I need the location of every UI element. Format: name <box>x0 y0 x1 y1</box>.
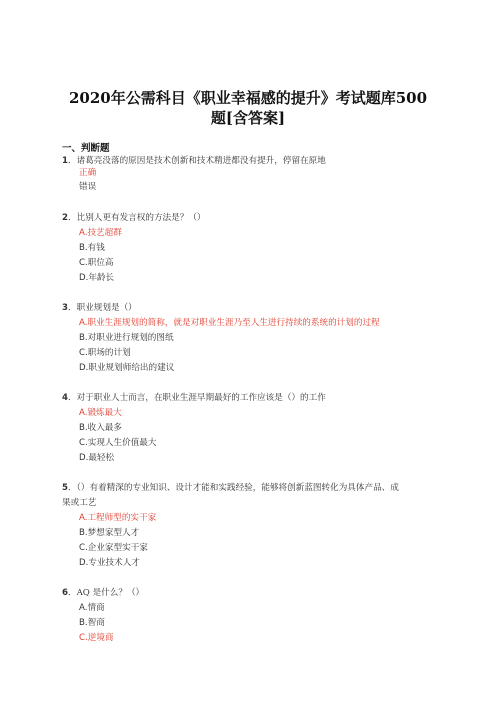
question-number: 6 <box>62 588 68 598</box>
question-number: 3 <box>62 303 68 313</box>
question-6: 6．AQ 是什么？（） <box>62 588 145 598</box>
section-heading: 一、判断题 <box>62 143 110 154</box>
question-number: 5 <box>62 483 68 493</box>
option: B.有钱 <box>79 243 105 253</box>
option: D.专业技术人才 <box>79 558 140 568</box>
option: 错误 <box>79 182 97 192</box>
option-correct: A.技艺超群 <box>79 228 122 238</box>
question-text-continued: 果或工艺 <box>62 498 97 508</box>
option-correct: A.锻炼最大 <box>79 408 122 418</box>
question-3: 3．职业规划是（） <box>62 303 137 313</box>
option: C.职场的计划 <box>79 348 131 358</box>
option: D.职业规划师给出的建议 <box>79 363 175 373</box>
question-2: 2．比别人更有发言权的方法是？（） <box>62 213 206 223</box>
option-correct: A.职业生涯规划的简称，就是对职业生涯乃至人生进行持续的系统的计划的过程 <box>79 318 380 328</box>
option: C.企业家型实干家 <box>79 543 148 553</box>
option: B.梦想家型人才 <box>79 528 140 538</box>
title-line-2: 题[含答案] <box>210 109 286 127</box>
option: D.最轻松 <box>79 453 115 463</box>
option: A.情商 <box>79 603 105 613</box>
question-number: 4 <box>62 393 68 403</box>
option-correct: A.工程师型的实干家 <box>79 513 157 523</box>
question-text: （）有着精深的专业知识、设计才能和实践经验，能够将创新蓝图转化为具体产品、成 <box>76 483 399 493</box>
question-4: 4．对于职业人士而言，在职业生涯早期最好的工作应该是（）的工作 <box>62 393 326 403</box>
question-text: 职业规划是（） <box>76 303 137 313</box>
option: C.职位高 <box>79 258 114 268</box>
question-text: 对于职业人士而言，在职业生涯早期最好的工作应该是（）的工作 <box>76 393 326 403</box>
title-line-1: 2020年公需科目《职业幸福感的提升》考试题库500 <box>68 89 428 107</box>
option-correct: 正确 <box>79 168 97 178</box>
question-5: 5．（）有着精深的专业知识、设计才能和实践经验，能够将创新蓝图转化为具体产品、成 <box>62 483 399 493</box>
option: C.实现人生价值最大 <box>79 438 157 448</box>
option: D.年龄长 <box>79 273 115 283</box>
document-title <box>40 88 456 128</box>
question-text: 诸葛亮没落的原因是技术创新和技术精进都没有提升，停留在原地 <box>76 156 326 166</box>
option-correct: C.逆境商 <box>79 633 114 643</box>
question-text: 比别人更有发言权的方法是？（） <box>76 213 206 223</box>
question-text: AQ 是什么？（） <box>76 588 145 598</box>
option: B.收入最多 <box>79 423 123 433</box>
question-1: 1．诸葛亮没落的原因是技术创新和技术精进都没有提升，停留在原地 <box>62 156 326 166</box>
option: B.智商 <box>79 618 105 628</box>
option: B.对职业进行规划的图纸 <box>79 333 174 343</box>
question-number: 2 <box>62 213 68 223</box>
question-number: 1 <box>62 156 68 166</box>
